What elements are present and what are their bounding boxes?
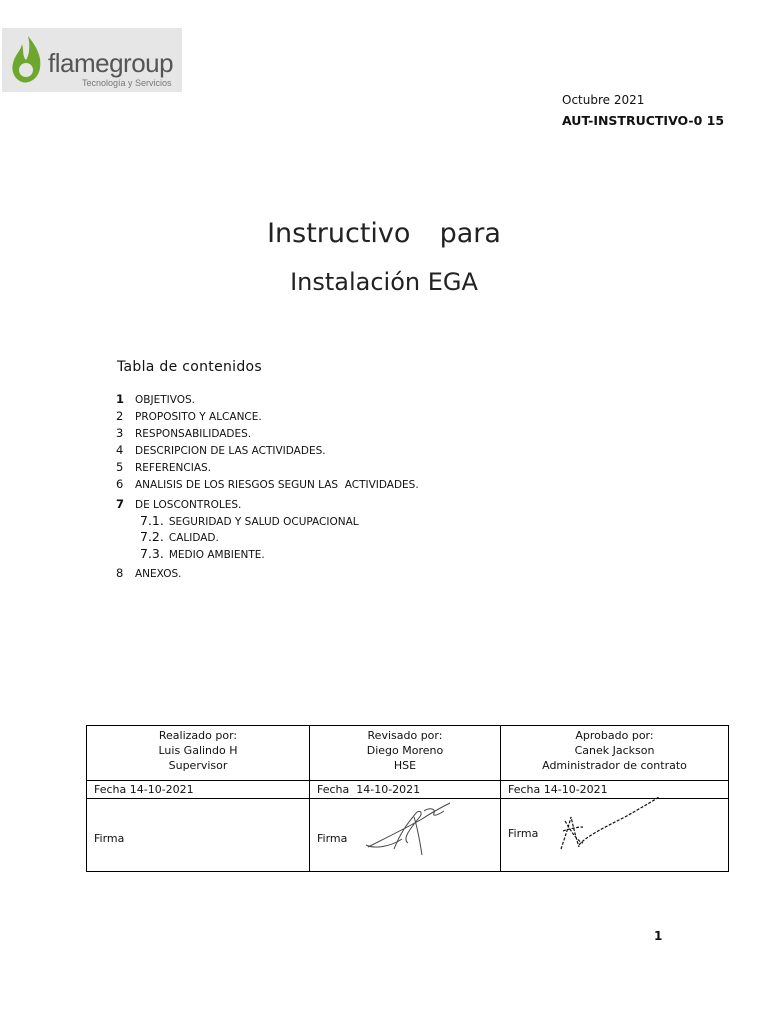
signature-label: Firma	[94, 832, 125, 845]
toc-item[interactable]	[116, 460, 211, 474]
toc-item-label: ANALISIS DE LOS RIESGOS SEGUN LAS ACTIVIDADES.	[135, 479, 419, 491]
logo-name: flamegroup	[48, 48, 174, 78]
toc-item[interactable]	[116, 497, 241, 511]
toc-subitem-label: CALIDAD.	[168, 532, 219, 544]
document-title-line2: Instalación EGA	[290, 268, 478, 296]
toc-item[interactable]	[116, 566, 181, 580]
document-date: Octubre 2021	[562, 93, 645, 107]
person-name: Canek Jackson	[574, 744, 655, 757]
date-cell: Fecha 14-10-2021	[310, 781, 501, 799]
toc-item-number: 2	[116, 409, 124, 423]
person-name: Diego Moreno	[366, 744, 444, 757]
role-label: Revisado por:	[367, 729, 443, 742]
person-position: Administrador de contrato	[542, 759, 687, 772]
signature-label: Firma	[317, 832, 348, 845]
toc-item-number: 5	[116, 460, 124, 474]
company-logo	[2, 28, 182, 92]
toc-subitem-number: 7.3.	[140, 546, 164, 561]
toc-item-label: OBJETIVOS.	[135, 394, 195, 406]
date-cell: Fecha 14-10-2021	[87, 781, 310, 799]
toc-subitem-number: 7.2.	[140, 529, 164, 544]
toc-subitem[interactable]	[140, 513, 359, 528]
toc-item[interactable]	[116, 392, 195, 406]
toc-item-number: 8	[116, 566, 124, 580]
toc-item-number: 7	[116, 497, 125, 511]
reviewed-by-cell	[310, 726, 501, 781]
person-position: HSE	[393, 759, 417, 772]
toc-subitem[interactable]	[140, 529, 219, 544]
toc-item-number: 1	[116, 392, 125, 406]
approved-by-cell	[501, 726, 729, 781]
document-title-line1: Instructivo para	[267, 218, 501, 249]
toc-subitem-label: SEGURIDAD Y SALUD OCUPACIONAL	[168, 516, 359, 528]
toc-item[interactable]	[116, 426, 251, 440]
person-name: Luis Galindo H	[158, 744, 238, 757]
handwritten-signature	[555, 791, 665, 857]
role-label: Realizado por:	[158, 729, 238, 742]
logo-tagline: Tecnología y Servicios	[82, 78, 172, 88]
document-code: AUT-INSTRUCTIVO-0 15	[562, 113, 725, 128]
toc-subitem-label: MEDIO AMBIENTE.	[168, 549, 265, 561]
signature-cell	[87, 799, 310, 872]
person-position: Supervisor	[168, 759, 228, 772]
toc-item[interactable]	[116, 477, 419, 491]
flame-icon	[8, 32, 48, 88]
toc-item[interactable]	[116, 443, 326, 457]
toc-item-label: ANEXOS.	[135, 568, 182, 580]
toc-item-number: 3	[116, 426, 124, 440]
toc-item-label: PROPOSITO Y ALCANCE.	[135, 411, 262, 423]
signature-cell	[501, 799, 729, 872]
toc-item-label: REFERENCIAS.	[135, 462, 212, 474]
toc-item-label: DESCRIPCION DE LAS ACTIVIDADES.	[135, 445, 326, 457]
toc-item-label: RESPONSABILIDADES.	[135, 428, 252, 440]
toc-subitem[interactable]	[140, 546, 265, 561]
toc-heading: Tabla de contenidos	[117, 359, 263, 375]
toc-item[interactable]	[116, 409, 262, 423]
toc-item-label: DE LOSCONTROLES.	[135, 499, 242, 511]
page-number: 1	[654, 929, 663, 943]
approval-table	[86, 725, 729, 872]
handwritten-signature	[364, 799, 454, 859]
role-label: Aprobado por:	[575, 729, 654, 742]
toc-item-number: 6	[116, 477, 124, 491]
toc-subitem-number: 7.1.	[140, 513, 164, 528]
toc-item-number: 4	[116, 443, 124, 457]
signature-label: Firma	[508, 827, 539, 840]
prepared-by-cell	[87, 726, 310, 781]
date-cell: Fecha 14-10-2021	[501, 781, 729, 799]
signature-cell	[310, 799, 501, 872]
